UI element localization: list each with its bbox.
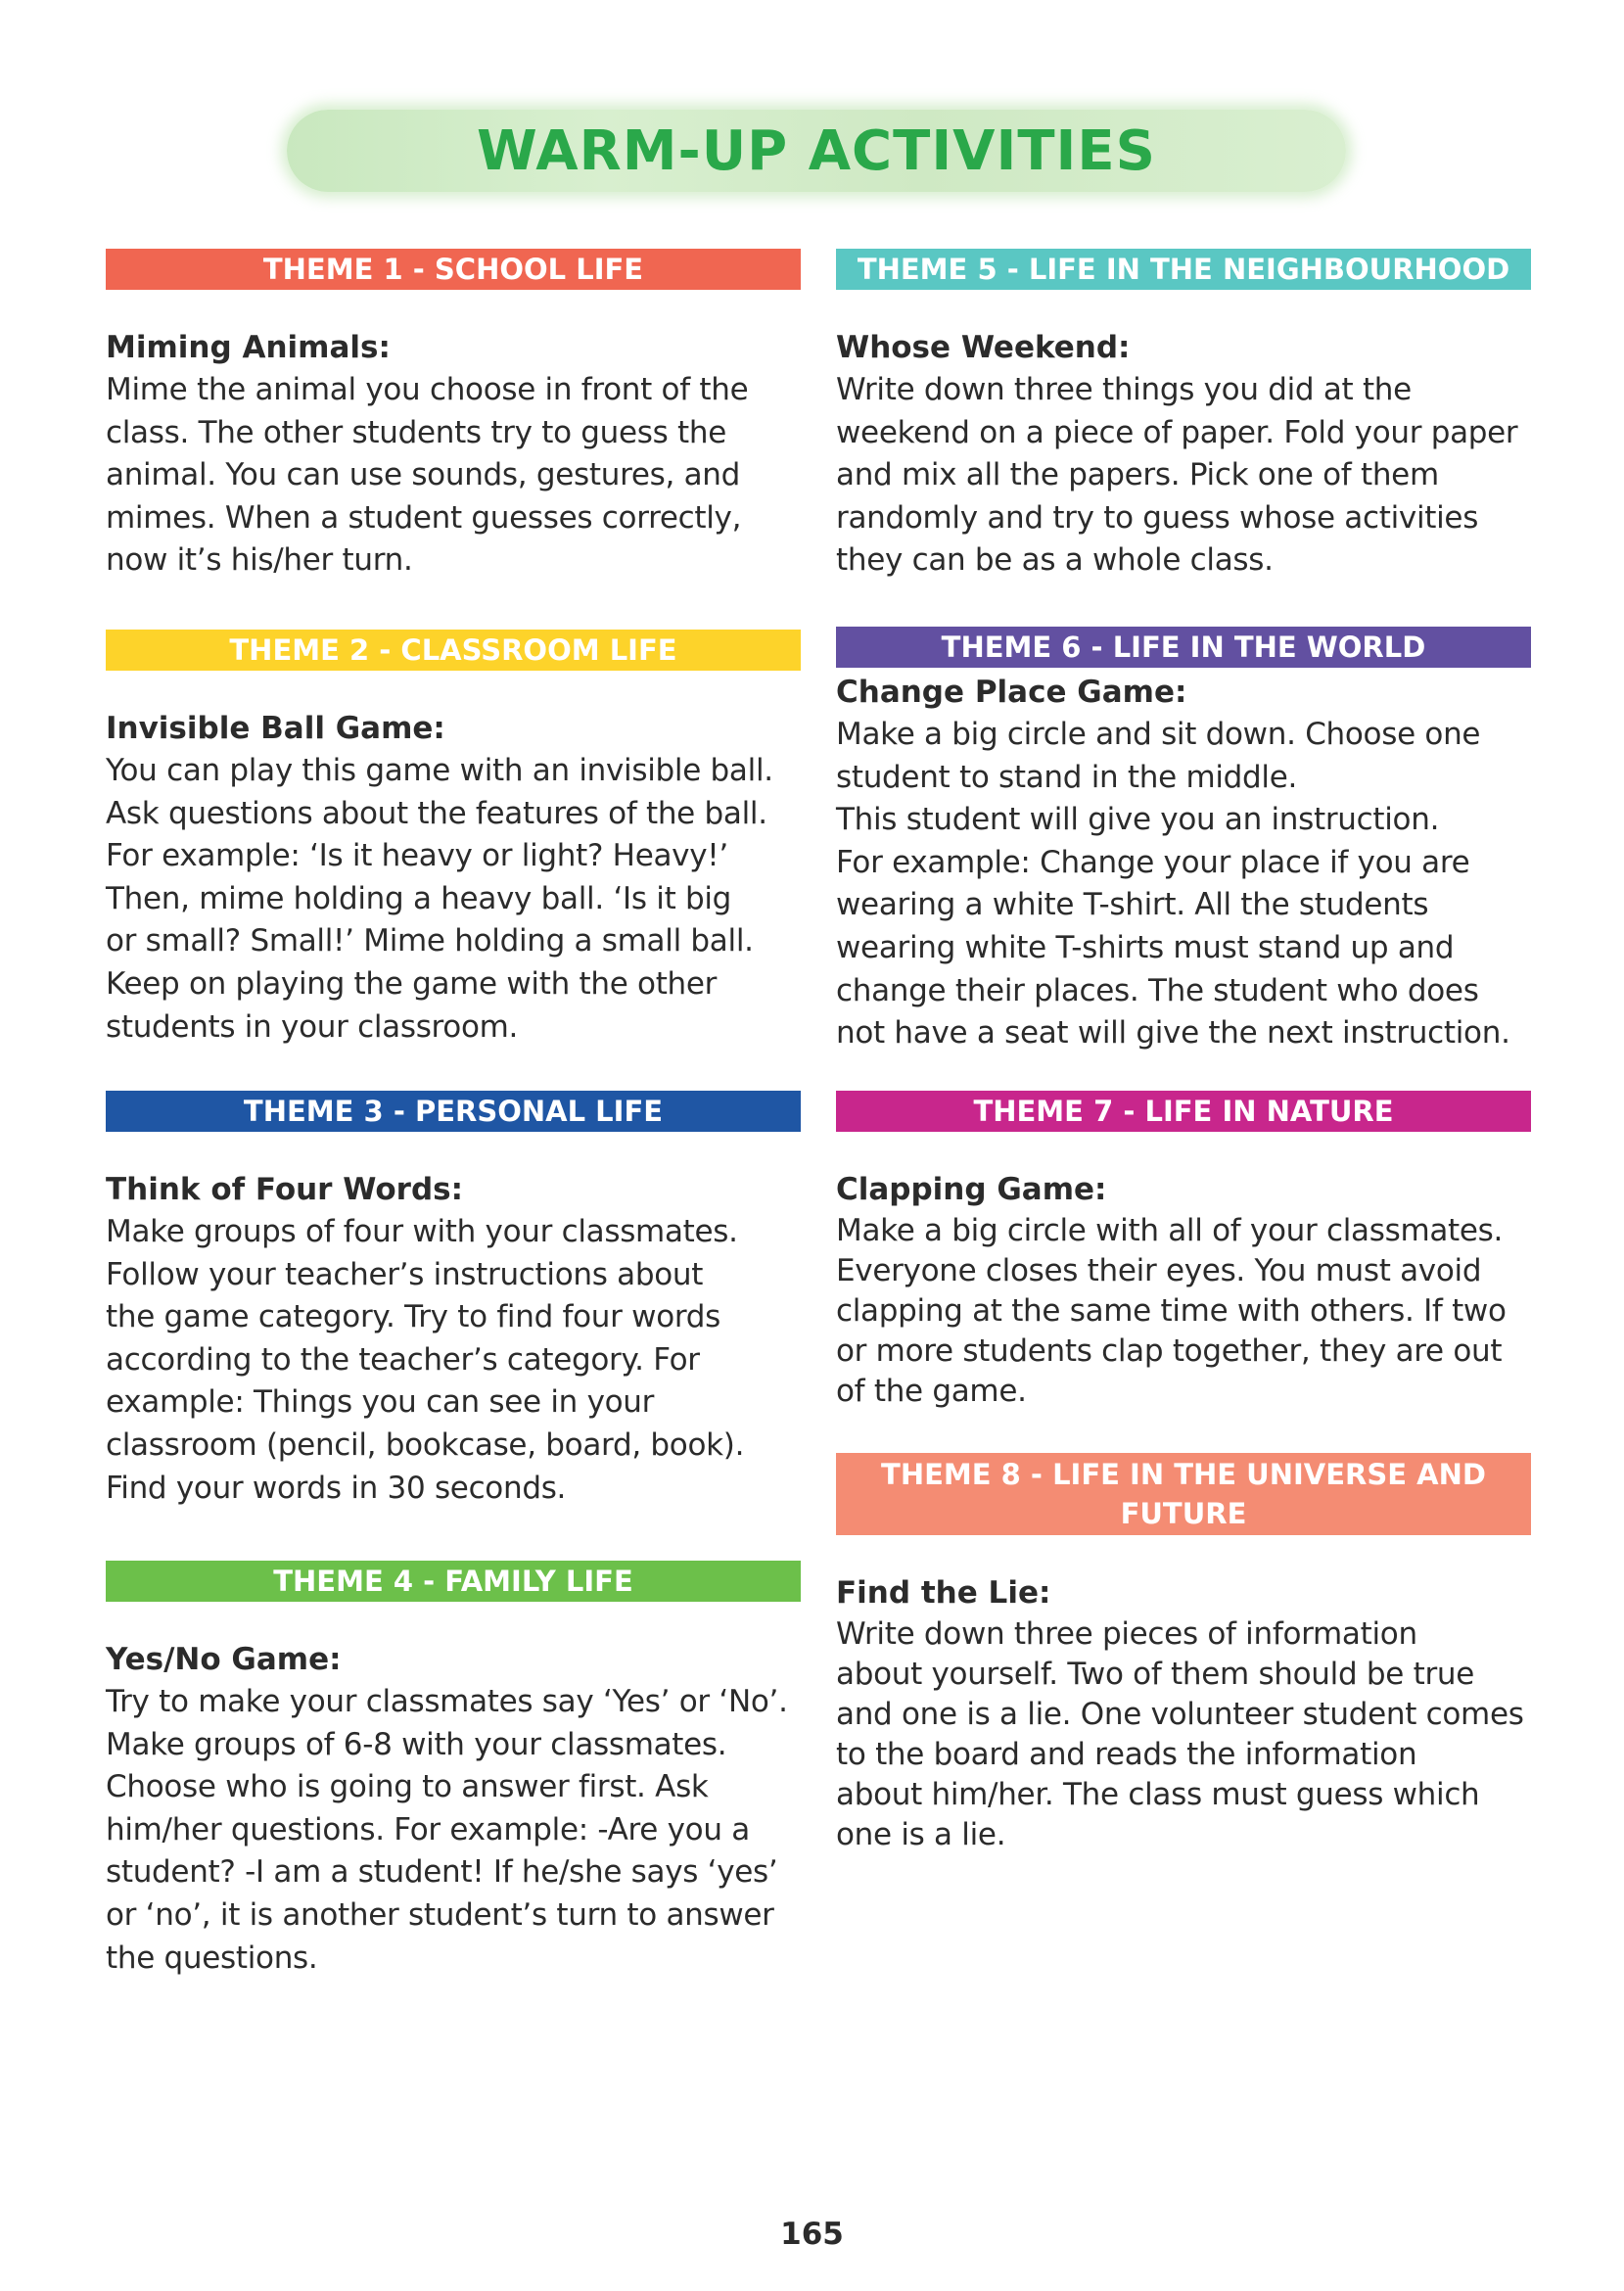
theme-5-heading: THEME 5 - LIFE IN THE NEIGHBOURHOOD (836, 249, 1531, 290)
theme-4-section (106, 1561, 801, 1980)
theme-5-section (836, 249, 1531, 583)
theme-8-section (836, 1453, 1531, 1855)
theme-6-activity-text: Make a big circle and sit down. Choose one student to stand in the middle. This student will give you an instruction. For example: Change your place if you are wearing a white T-shirt. All the students wearing white T-shirts must stand up and change their places. The student who does not have a seat will give the next instruction. (836, 717, 1510, 1052)
theme-1-section (106, 249, 801, 583)
theme-7-activity-text: Make a big circle with all of your classmates. Everyone closes their eyes. You must avoid clapping at the same time with others. If two or more students clap together, they are out of the game. (836, 1213, 1507, 1409)
theme-7-section (836, 1091, 1531, 1412)
theme-1-activity-name: Miming Animals: (106, 330, 391, 365)
theme-4-heading: THEME 4 - FAMILY LIFE (106, 1561, 801, 1602)
theme-5-activity-text: Write down three things you did at the weekend on a piece of paper. Fold your paper and mix all the papers. Pick one of them randomly and try to guess whose activities they can be as a whole class. (836, 372, 1518, 579)
theme-6-activity-name: Change Place Game: (836, 675, 1187, 710)
theme-6-heading: THEME 6 - LIFE IN THE WORLD (836, 627, 1531, 668)
theme-5-activity-name: Whose Weekend: (836, 330, 1131, 365)
theme-2-activity-text: You can play this game with an invisible ball. Ask questions about the features of the ball. For example: ‘Is it heavy or light? Heavy!’ Then, mime holding a heavy ball. ‘Is it big or small? Small!’ Mime holding a small ball. Keep on playing the game with the other students in your classroom. (106, 753, 773, 1045)
theme-7-heading: THEME 7 - LIFE IN NATURE (836, 1091, 1531, 1132)
theme-3-activity-text: Make groups of four with your classmates. Follow your teacher’s instructions about the game category. Try to find four words according to the teacher’s category. For example: Things you can see in your classroom (pencil, bookcase, board, book). Find your words in 30 seconds. (106, 1214, 745, 1506)
theme-4-activity-text: Try to make your classmates say ‘Yes’ or ‘No’. Make groups of 6-8 with your classmates. Choose who is going to answer first. Ask him/her questions. For example: -Are you a student? -I am a student! If he/she says ‘yes’ or ‘no’, it is another student’s turn to answer the questions. (106, 1684, 788, 1976)
theme-8-heading: THEME 8 - LIFE IN THE UNIVERSE AND FUTURE (836, 1453, 1531, 1535)
title-banner (287, 110, 1346, 192)
theme-3-heading: THEME 3 - PERSONAL LIFE (106, 1091, 801, 1132)
theme-7-activity-name: Clapping Game: (836, 1172, 1107, 1207)
theme-6-section (836, 627, 1531, 1055)
theme-2-heading: THEME 2 - CLASSROOM LIFE (106, 630, 801, 671)
page-number: 165 (780, 2217, 844, 2252)
theme-1-activity-text: Mime the animal you choose in front of the class. The other students try to guess the animal. You can use sounds, gestures, and mimes. When a student guesses correctly, now it’s his/her turn. (106, 372, 749, 579)
page-title: WARM-UP ACTIVITIES (477, 118, 1156, 183)
theme-2-activity-name: Invisible Ball Game: (106, 711, 445, 746)
theme-3-activity-name: Think of Four Words: (106, 1172, 463, 1207)
theme-2-section (106, 630, 801, 1049)
theme-1-heading: THEME 1 - SCHOOL LIFE (106, 249, 801, 290)
theme-8-activity-name: Find the Lie: (836, 1575, 1051, 1611)
theme-8-activity-text: Write down three pieces of information about yourself. Two of them should be true and one is a lie. One volunteer student comes to the board and reads the information about him/her. The class must guess which one is a lie. (836, 1616, 1524, 1852)
theme-3-section (106, 1091, 801, 1510)
theme-4-activity-name: Yes/No Game: (106, 1642, 342, 1677)
